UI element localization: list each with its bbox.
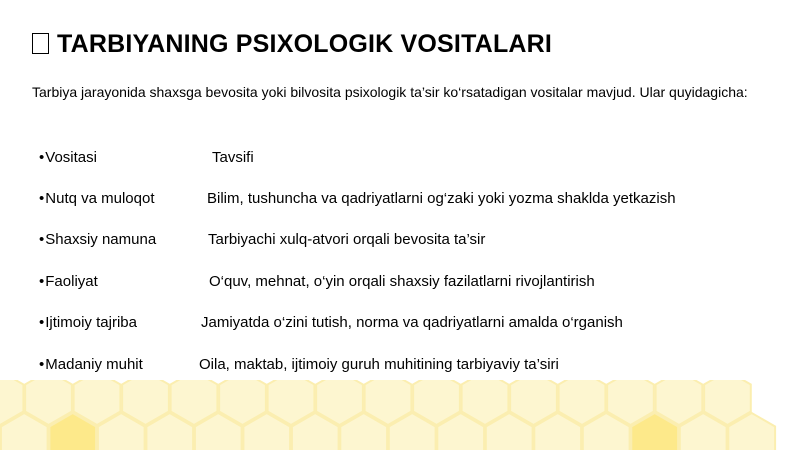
bullet: • xyxy=(39,149,45,166)
item-name: Madaniy muhit xyxy=(45,356,143,373)
slide-title-text: TARBIYANING PSIXOLOGIK VOSITALARI xyxy=(57,30,553,58)
item-name: Nutq va muloqot xyxy=(45,190,155,207)
bullet: • xyxy=(39,231,45,248)
intro-text: Tarbiya jarayonida shaxsga bevosita yoki bilvosita psixologik ta’sir ko‘rsatadigan vositalar mavjud. Ular quyidagicha: xyxy=(32,84,748,100)
item-name: Ijtimoiy tajriba xyxy=(45,314,137,331)
bullet: • xyxy=(39,190,45,207)
bullet: • xyxy=(39,356,45,373)
bullet: • xyxy=(39,273,45,290)
slide-title xyxy=(32,30,552,59)
item-description: Tarbiyachi xulq-atvori orqali bevosita ta’sir xyxy=(208,231,486,248)
item-description: Oila, maktab, ijtimoiy guruh muhitining tarbiyaviy ta’siri xyxy=(199,356,559,373)
missing-glyph-icon xyxy=(32,33,49,54)
item-description: Jamiyatda o‘zini tutish, norma va qadriyatlarni amalda o‘rganish xyxy=(201,314,623,331)
item-description: Bilim, tushuncha va qadriyatlarni og‘zaki yoki yozma shaklda yetkazish xyxy=(207,190,676,207)
item-description: Tavsifi xyxy=(212,149,254,166)
item-name: Shaxsiy namuna xyxy=(45,231,157,248)
item-description: O‘quv, mehnat, o‘yin orqali shaxsiy fazilatlarni rivojlantirish xyxy=(209,273,595,290)
item-name: Vositasi xyxy=(45,149,97,166)
honeycomb-decoration xyxy=(0,380,800,450)
item-name: Faoliyat xyxy=(45,273,98,290)
bullet: • xyxy=(39,314,45,331)
